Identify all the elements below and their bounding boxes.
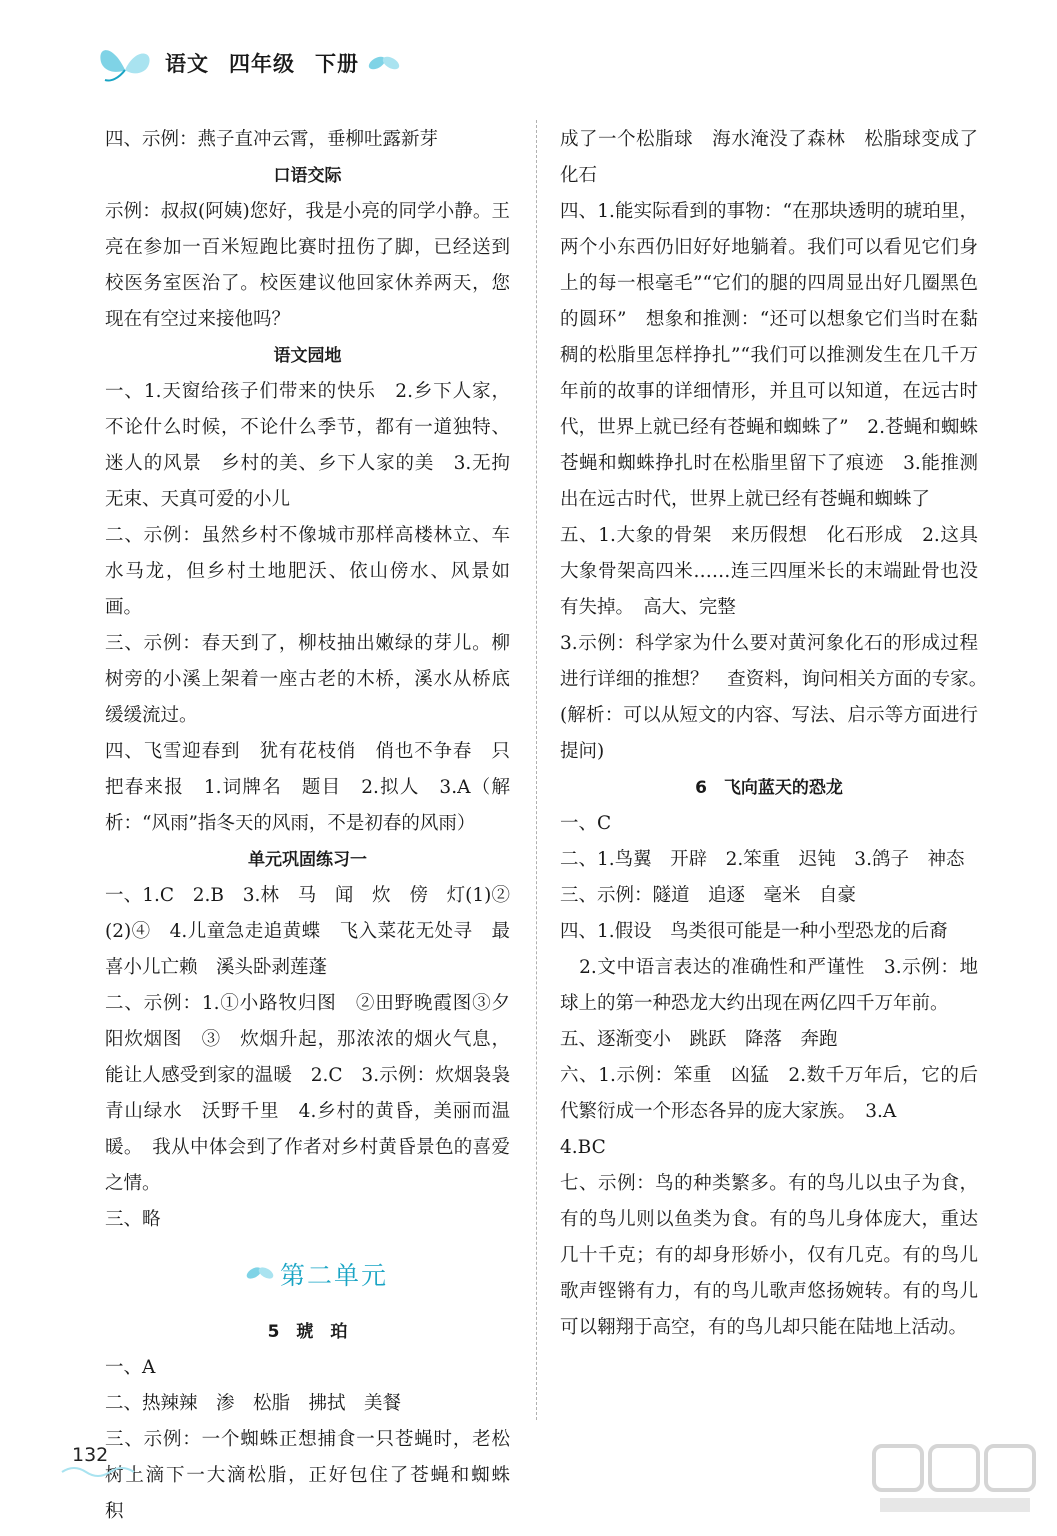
section-heading-review: 单元巩固练习一 [248, 850, 367, 870]
header-subject: 语文 [165, 52, 209, 76]
answer-paragraph: 三、示例：隧道 追逐 毫米 自豪 [560, 885, 857, 906]
answer-paragraph: 二、热辣辣 渗 松脂 拂拭 美餐 [105, 1393, 402, 1414]
answer-paragraph: 2.文中语言表达的准确性和严谨性 3.示例：地球上的第一种恐龙大约出现在两亿四千万年前。 [560, 957, 978, 1014]
answer-paragraph: 五、1.大象的骨架 来历假想 化石形成 2.这具大象骨架高四米……连三四厘米长的末端趾骨也没有失掉。 高大、完整 [560, 525, 978, 618]
answer-paragraph: 一、A [105, 1357, 156, 1378]
left-column [105, 122, 529, 1530]
answer-paragraph: 二、示例：1.①小路牧归图 ②田野晚霞图③夕阳炊烟图 ③ 炊烟升起，那浓浓的烟火气息，能让人感受到家的温暖 2.C 3.示例：炊烟袅袅 青山绿水 沃野千里 4.乡村的黄昏，美丽而温暖。 我从中体会到了作者对乡村黄昏景色的喜爱之情。 [105, 993, 529, 1194]
answer-paragraph: 一、1.天窗给孩子们带来的快乐 2.乡下人家，不论什么时候，不论什么季节，都有一道独特、迷人的风景 乡村的美、乡下人家的美 3.无拘无束、天真可爱的小儿 [105, 381, 510, 510]
leaf-decoration-icon [245, 1263, 275, 1283]
page-header [95, 40, 595, 90]
header-title [165, 48, 379, 78]
answer-paragraph: 一、1.C 2.B 3.林 马 闻 炊 傍 灯(1)② (2)④ 4.儿童急走追黄蝶 飞入菜花无处寻 最喜小儿亡赖 溪头卧剥莲蓬 [105, 885, 529, 978]
answer-paragraph: 七、示例：鸟的种类繁多。有的鸟儿以虫子为食，有的鸟儿则以鱼类为食。有的鸟儿身体庞大，重达几十千克；有的却身形娇小，仅有几克。有的鸟儿歌声铿锵有力，有的鸟儿歌声悠扬婉转。有的鸟儿可以翱翔于高空，有的鸟儿却只能在陆地上活动。 [560, 1173, 978, 1338]
answer-paragraph: 4.BC [560, 1137, 606, 1158]
header-grade: 四年级 [229, 52, 295, 76]
right-column [560, 122, 997, 1346]
answer-paragraph: 六、1.示例：笨重 凶猛 2.数千万年后，它的后代繁衍成一个形态各异的庞大家族。 3.A [560, 1065, 978, 1122]
column-divider [536, 120, 538, 1420]
section-heading-oral: 口语交际 [273, 166, 342, 186]
answer-paragraph: 二、示例：虽然乡村不像城市那样高楼林立、车水马龙，但乡村土地肥沃、依山傍水、风景如画。 [105, 525, 510, 618]
watermark-logo-icon [870, 1440, 1040, 1520]
page-number: 132 [72, 1444, 109, 1466]
answer-paragraph: 四、1.能实际看到的事物：“在那块透明的琥珀里，两个小东西仍旧好好地躺着。我们可以看见它们身上的每一根毫毛”“它们的腿的四周显出好几圈黑色的圆环” 想象和推测：“还可以想象它们当时在黏稠的松脂里怎样挣扎”“我们可以推测发生在几千万年前的故事的详细情形，并且可以知道，在远古时代，世界上就已经有苍蝇和蜘蛛了” 2.苍蝇和蜘蛛 苍蝇和蜘蛛挣扎时在松脂里留下了痕迹 3.能推测出在远古时代，世界上就已经有苍蝇和蜘蛛了 [560, 201, 997, 510]
answer-paragraph: 一、C [560, 813, 612, 834]
answer-paragraph: 3.示例：科学家为什么要对黄河象化石的形成过程进行详细的推想？ 查资料，询问相关方面的专家。 (解析：可以从短文的内容、写法、启示等方面进行提问) [560, 633, 997, 762]
answer-paragraph: 三、示例：春天到了，柳枝抽出嫩绿的芽儿。柳树旁的小溪上架着一座古老的木桥，溪水从桥底缓缓流过。 [105, 633, 510, 726]
lesson-heading-dinosaur: 6 飞向蓝天的恐龙 [695, 778, 843, 798]
header-volume: 下册 [315, 52, 359, 76]
unit-banner [105, 1246, 510, 1310]
leaf-decoration-icon [367, 52, 401, 74]
answer-paragraph: 四、示例：燕子直冲云霄，垂柳吐露新芽 [105, 129, 439, 150]
butterfly-logo-icon [95, 40, 157, 84]
answer-paragraph: 五、逐渐变小 跳跃 降落 奔跑 [560, 1029, 838, 1050]
unit-title: 第二单元 [280, 1261, 389, 1290]
answer-paragraph: 四、1.假设 鸟类很可能是一种小型恐龙的后裔 [560, 921, 948, 942]
answer-paragraph: 三、示例：一个蜘蛛正想捕食一只苍蝇时，老松树上滴下一大滴松脂，正好包住了苍蝇和蜘蛛 积 [105, 1429, 529, 1522]
answer-paragraph: 四、飞雪迎春到 犹有花枝俏 俏也不争春 只把春来报 1.词牌名 题目 2.拟人 3.A（解析：“风雨”指冬天的风雨，不是初春的风雨） [105, 741, 510, 834]
section-heading-garden: 语文园地 [273, 346, 342, 366]
answer-paragraph: 二、1.鸟翼 开辟 2.笨重 迟钝 3.鸽子 神态 [560, 849, 965, 870]
answer-paragraph: 三、略 [105, 1209, 161, 1230]
lesson-heading-amber: 5 琥 珀 [267, 1322, 348, 1342]
answer-paragraph: 示例：叔叔(阿姨)您好，我是小亮的同学小静。王亮在参加一百米短跑比赛时扭伤了脚，已经送到校医务室医治了。校医建议他回家休养两天，您现在有空过来接他吗？ [105, 201, 510, 330]
answer-paragraph: 成了一个松脂球 海水淹没了森林 松脂球变成了化石 [560, 129, 978, 186]
